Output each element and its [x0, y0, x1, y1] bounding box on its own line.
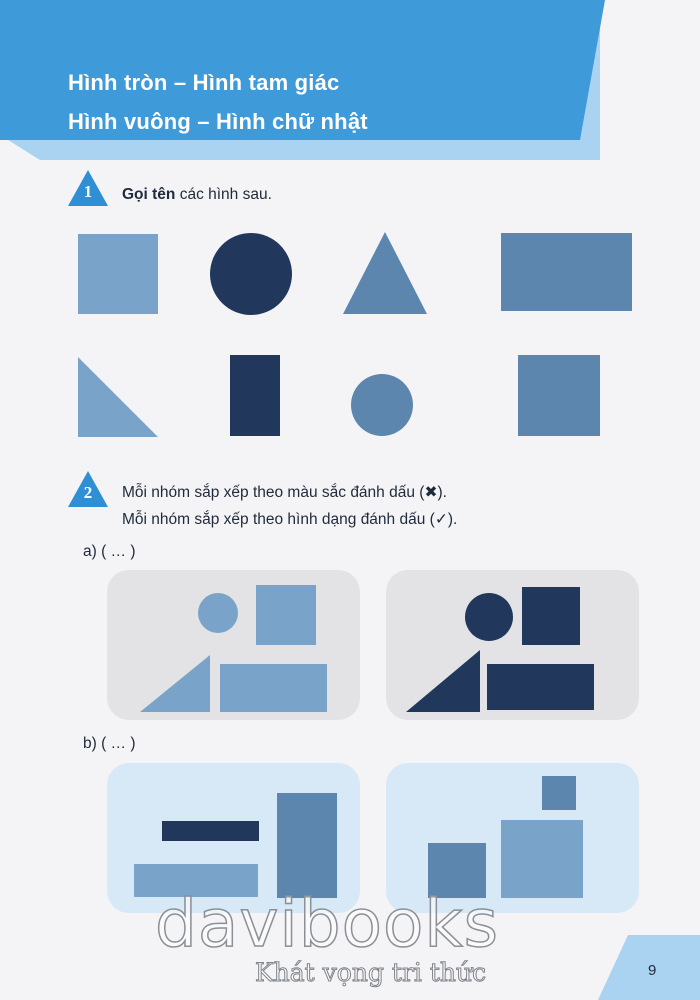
panel-a-left: [107, 570, 360, 720]
blue-square: [518, 355, 600, 436]
exercise2-line1: [122, 483, 447, 502]
dark-tall-rectangle: [230, 355, 280, 436]
light-circle: [198, 593, 238, 633]
dark-circle: [465, 593, 513, 641]
page-number: 9: [648, 962, 657, 979]
blue-triangle: [343, 232, 427, 314]
light-square: [256, 585, 316, 645]
light-large-square: [501, 820, 583, 898]
exercise1-badge: [68, 170, 108, 206]
exercise1-prompt-bold: Gọi tên: [122, 186, 176, 203]
exercise2-number: 2: [83, 483, 93, 502]
brand-tagline: Khát vọng tri thức: [255, 958, 487, 987]
blue-rectangle: [501, 233, 632, 311]
dark-square: [522, 587, 580, 645]
subpart-a-label[interactable]: a) ( … ): [83, 543, 136, 560]
exercise2-line2: [122, 510, 457, 529]
check-mark-icon: ✓: [434, 511, 448, 528]
cross-mark-icon: ✖: [424, 484, 438, 501]
exercise1-prompt-rest: các hình sau.: [175, 186, 272, 203]
exercise2-line2-text: Mỗi nhóm sắp xếp theo hình dạng đánh dấu (: [122, 511, 435, 528]
light-right-triangle: [78, 357, 158, 437]
brand-watermark: davibooks: [155, 885, 499, 962]
exercise2-line1-text: Mỗi nhóm sắp xếp theo màu sắc đánh dấu (: [122, 484, 425, 501]
blue-tall-rectangle: [277, 793, 337, 898]
exercise2-line1-close: ).: [437, 484, 447, 501]
light-rectangle: [220, 664, 327, 712]
lesson-header: [0, 0, 700, 175]
dark-rectangle: [487, 664, 594, 710]
blue-circle: [351, 374, 413, 436]
panel-a-right: [386, 570, 639, 720]
blue-small-square: [542, 776, 576, 810]
lesson-title-line2: Hình vuông – Hình chữ nhật: [68, 109, 368, 134]
exercise1-number: 1: [83, 182, 93, 201]
dark-thin-rectangle: [162, 821, 259, 841]
exercise1-prompt: [122, 186, 272, 204]
dark-circle: [210, 233, 292, 315]
subpart-b-label[interactable]: b) ( … ): [83, 735, 136, 752]
light-square: [78, 234, 158, 314]
exercise2-line2-close: ).: [447, 511, 458, 528]
light-triangle: [140, 655, 210, 712]
lesson-title-line1: Hình tròn – Hình tam giác: [68, 70, 340, 95]
exercise2-badge: [68, 471, 108, 507]
dark-triangle: [406, 650, 480, 712]
